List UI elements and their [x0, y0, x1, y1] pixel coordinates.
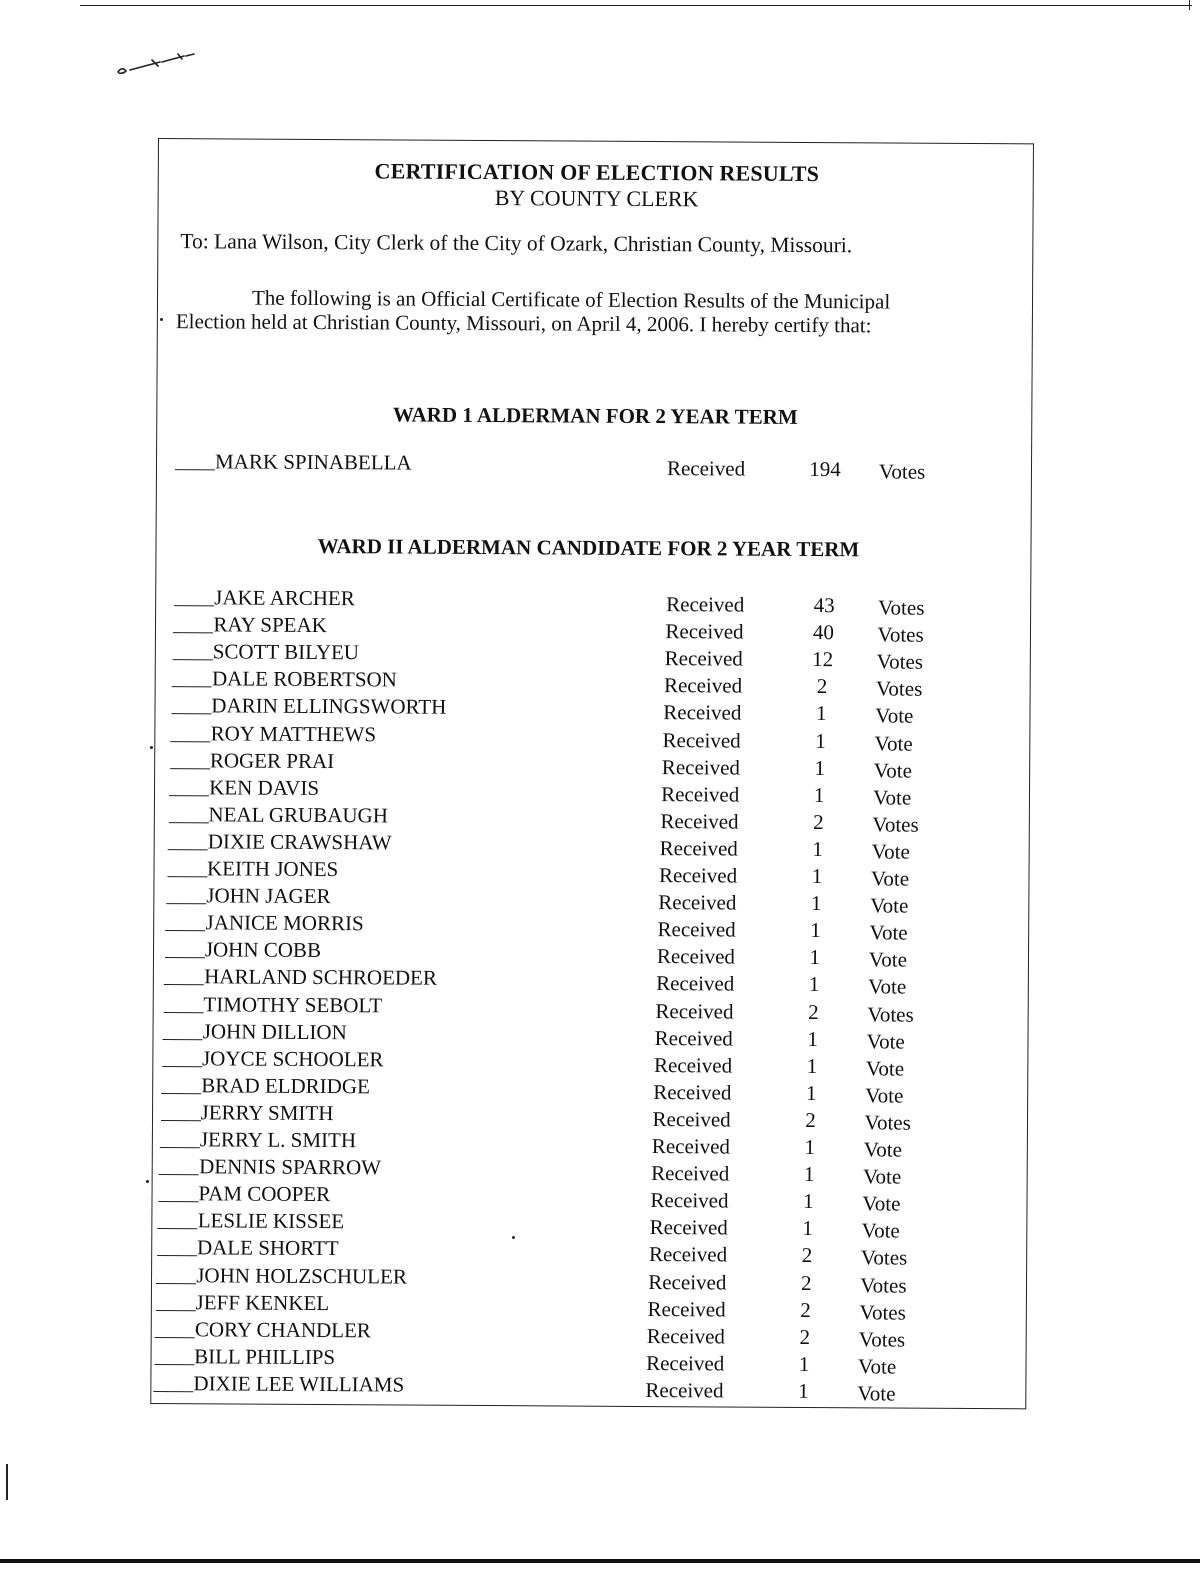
scan-edge-top: [80, 5, 1192, 6]
vote-unit: Vote: [866, 1028, 905, 1054]
checkmark-blank-line: [160, 1147, 200, 1148]
vote-count: 43: [813, 593, 835, 618]
scan-speck: [150, 746, 153, 749]
candidate-name: DARIN ELLINGSWORTH: [211, 693, 447, 720]
vote-count: 2: [799, 1324, 811, 1349]
checkmark-blank-line: [168, 849, 208, 850]
vote-unit: Votes: [864, 1110, 911, 1135]
vote-unit: Vote: [873, 757, 913, 783]
received-label: Received: [646, 1350, 725, 1376]
scan-speck: [146, 1180, 149, 1183]
received-label: Received: [657, 917, 736, 942]
scan-edge-bottom: [0, 1559, 1200, 1563]
candidate-name: BRAD ELDRIDGE: [201, 1073, 370, 1099]
checkmark-blank-line: [171, 713, 211, 714]
checkmark-blank-line: [168, 822, 208, 823]
checkmark-blank-line: [157, 1255, 197, 1256]
vote-count: 1: [815, 728, 826, 753]
vote-unit: Votes: [876, 649, 924, 674]
vote-unit: Vote: [869, 920, 908, 945]
received-label: Received: [650, 1188, 729, 1213]
candidate-name: JOHN DILLION: [202, 1018, 347, 1044]
vote-unit: Vote: [871, 839, 910, 864]
vote-count: 1: [807, 1026, 819, 1051]
vote-unit: Votes: [860, 1272, 907, 1298]
vote-count: 1: [802, 1216, 814, 1241]
checkmark-blank-line: [153, 1391, 193, 1392]
checkmark-blank-line: [175, 469, 215, 470]
candidate-name: JERRY SMITH: [200, 1100, 334, 1125]
vote-count: 1: [806, 1053, 818, 1078]
candidate-name: JOHN HOLZSCHULER: [196, 1262, 407, 1289]
vote-unit: Votes: [859, 1299, 906, 1325]
candidate-name: ROY MATTHEWS: [210, 720, 377, 746]
vote-count: 1: [805, 1080, 817, 1105]
checkmark-blank-line: [172, 686, 212, 687]
vote-count: 2: [805, 1107, 816, 1132]
vote-unit: Vote: [861, 1218, 900, 1243]
candidate-name: SCOTT BILYEU: [212, 639, 360, 665]
vote-count: 1: [814, 755, 826, 780]
vote-unit: Vote: [865, 1083, 904, 1108]
vote-count: 2: [816, 674, 828, 699]
checkmark-blank-line: [166, 930, 206, 931]
checkmark-blank-line: [163, 1039, 203, 1040]
vote-unit: Vote: [863, 1137, 903, 1162]
checkmark-blank-line: [164, 984, 204, 985]
checkmark-blank-line: [158, 1201, 198, 1202]
scan-edge-right: [1189, 0, 1190, 10]
candidate-name: TIMOTHY SEBOLT: [203, 991, 383, 1017]
vote-unit: Votes: [877, 622, 924, 647]
checkmark-blank-line: [173, 632, 213, 633]
candidate-name: JANICE MORRIS: [205, 910, 364, 936]
vote-count: 2: [801, 1243, 813, 1268]
received-label: Received: [663, 700, 742, 725]
vote-unit: Vote: [862, 1191, 901, 1216]
received-label: Received: [656, 971, 735, 996]
vote-unit: Votes: [878, 459, 926, 484]
scan-edge-left-tick: [6, 1464, 8, 1500]
vote-count: 1: [798, 1351, 810, 1376]
vote-count: 1: [815, 701, 827, 726]
handwritten-mark-icon: [112, 52, 202, 82]
received-label: Received: [659, 835, 738, 861]
received-label: Received: [654, 1025, 733, 1051]
received-label: Received: [656, 944, 736, 969]
candidate-name: BILL PHILLIPS: [194, 1344, 336, 1369]
received-label: Received: [658, 890, 737, 915]
received-label: Received: [651, 1134, 731, 1159]
checkmark-blank-line: [161, 1093, 201, 1094]
checkmark-blank-line: [167, 876, 207, 877]
vote-unit: Vote: [874, 730, 913, 756]
received-label: Received: [651, 1161, 730, 1186]
candidate-name: DALE SHORTT: [196, 1235, 339, 1261]
candidate-name: JEFF KENKEL: [195, 1289, 330, 1315]
checkmark-blank-line: [163, 1012, 203, 1013]
candidate-name: RAY SPEAK: [213, 612, 327, 638]
vote-unit: Vote: [868, 947, 908, 972]
received-label: Received: [660, 808, 739, 834]
received-label: Received: [653, 1052, 733, 1078]
received-label: Received: [665, 619, 744, 644]
vote-unit: Vote: [870, 893, 909, 918]
received-label: Received: [663, 673, 743, 698]
vote-count: 12: [812, 647, 834, 672]
vote-count: 1: [810, 918, 821, 943]
checkmark-blank-line: [154, 1364, 194, 1365]
received-label: Received: [661, 754, 741, 780]
certificate-frame: [150, 138, 1034, 1409]
intro-line-2: Election held at Christian County, Missouri, on April 4, 2006. I hereby certify that:: [175, 309, 872, 338]
candidate-name: HARLAND SCHROEDER: [204, 964, 438, 991]
checkmark-blank-line: [162, 1066, 202, 1067]
vote-unit: Votes: [867, 1001, 914, 1027]
vote-unit: Vote: [873, 785, 912, 810]
received-label: Received: [658, 863, 738, 888]
ward2-heading: WARD II ALDERMAN CANDIDATE FOR 2 YEAR TERM: [317, 533, 860, 562]
checkmark-blank-line: [165, 957, 205, 958]
candidate-name: JOHN JAGER: [206, 883, 331, 909]
candidate-name: DIXIE LEE WILLIAMS: [193, 1371, 405, 1397]
candidate-name: DALE ROBERTSON: [211, 666, 397, 692]
checkmark-blank-line: [161, 1120, 201, 1121]
checkmark-blank-line: [169, 795, 209, 796]
received-label: Received: [666, 456, 746, 481]
checkmark-blank-line: [156, 1283, 196, 1284]
candidate-row: [175, 449, 1051, 484]
vote-unit: Votes: [878, 595, 925, 620]
vote-count: 2: [800, 1270, 812, 1295]
vote-unit: Vote: [863, 1164, 902, 1189]
checkmark-blank-line: [170, 768, 210, 769]
vote-unit: Votes: [872, 812, 919, 837]
received-label: Received: [666, 592, 745, 617]
vote-unit: Votes: [860, 1245, 908, 1270]
received-label: Received: [664, 646, 743, 671]
candidate-name: JOYCE SCHOOLER: [201, 1045, 384, 1072]
candidate-row: [153, 1371, 1029, 1406]
candidate-name: MARK SPINABELLA: [214, 449, 412, 475]
candidate-name: JERRY L. SMITH: [199, 1127, 357, 1153]
intro-line-1: The following is an Official Certificate of Election Results of the Municipal: [251, 285, 891, 314]
candidate-name: ROGER PRAI: [209, 747, 335, 773]
vote-count: 1: [803, 1162, 815, 1187]
vote-count: 2: [813, 809, 824, 834]
received-label: Received: [661, 781, 740, 807]
vote-count: 1: [809, 945, 821, 970]
vote-count: 194: [809, 456, 841, 482]
vote-unit: Votes: [875, 676, 923, 701]
candidate-name: LESLIE KISSEE: [197, 1208, 345, 1234]
received-label: Received: [662, 727, 741, 753]
vote-count: 1: [811, 864, 823, 889]
candidate-name: PAM COOPER: [198, 1181, 331, 1207]
candidate-name: KEN DAVIS: [209, 775, 320, 800]
received-label: Received: [645, 1377, 724, 1403]
vote-unit: Vote: [870, 866, 910, 891]
vote-count: 1: [798, 1378, 809, 1403]
checkmark-blank-line: [155, 1337, 195, 1338]
vote-unit: Vote: [865, 1056, 905, 1081]
ward1-heading: WARD 1 ALDERMAN FOR 2 YEAR TERM: [392, 402, 798, 429]
addressee-line: To: Lana Wilson, City Clerk of the City of Ozark, Christian County, Missouri.: [180, 229, 853, 258]
received-label: Received: [647, 1296, 726, 1322]
vote-unit: Vote: [875, 703, 914, 729]
candidate-name: NEAL GRUBAUGH: [208, 802, 389, 828]
candidate-name: JOHN COBB: [204, 937, 322, 963]
checkmark-blank-line: [173, 659, 213, 660]
vote-count: 2: [808, 999, 819, 1024]
candidate-name: JAKE ARCHER: [214, 585, 355, 611]
vote-count: 1: [804, 1134, 816, 1160]
vote-unit: Vote: [858, 1354, 897, 1379]
checkmark-blank-line: [156, 1310, 196, 1311]
received-label: Received: [653, 1079, 732, 1105]
received-label: Received: [652, 1106, 731, 1132]
vote-unit: Vote: [868, 974, 907, 999]
document-title: CERTIFICATION OF ELECTION RESULTS: [374, 158, 820, 187]
vote-count: 1: [813, 782, 825, 807]
checkmark-blank-line: [159, 1174, 199, 1175]
received-label: Received: [646, 1323, 726, 1349]
vote-count: 1: [810, 891, 822, 916]
candidate-name: CORY CHANDLER: [194, 1316, 371, 1343]
candidate-name: DIXIE CRAWSHAW: [207, 829, 392, 855]
vote-count: 1: [808, 972, 820, 997]
vote-count: 1: [812, 836, 824, 861]
received-label: Received: [648, 1269, 727, 1294]
vote-count: 2: [800, 1297, 811, 1322]
checkmark-blank-line: [166, 903, 206, 904]
candidate-name: KEITH JONES: [206, 856, 339, 882]
received-label: Received: [648, 1242, 728, 1267]
vote-unit: Votes: [858, 1326, 906, 1352]
document-subtitle: BY COUNTY CLERK: [494, 185, 699, 212]
vote-unit: Vote: [857, 1381, 896, 1406]
received-label: Received: [655, 998, 734, 1024]
candidate-name: DENNIS SPARROW: [199, 1154, 382, 1180]
vote-count: 1: [803, 1189, 814, 1214]
checkmark-blank-line: [171, 741, 211, 742]
vote-count: 40: [812, 620, 835, 645]
checkmark-blank-line: [174, 605, 214, 606]
received-label: Received: [649, 1215, 728, 1240]
checkmark-blank-line: [158, 1228, 198, 1229]
